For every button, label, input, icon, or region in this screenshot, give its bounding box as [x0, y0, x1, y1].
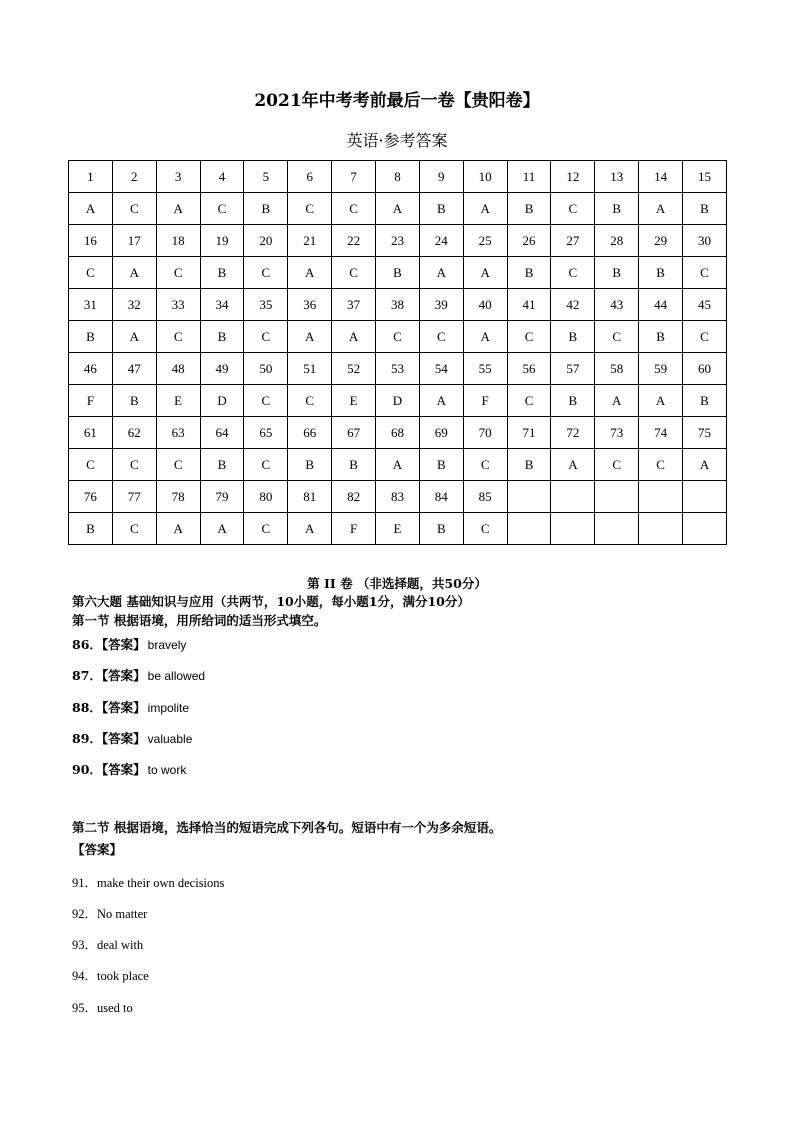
question-number-cell: 6: [288, 161, 332, 193]
question-number-cell: [683, 481, 727, 513]
answer-cell: A: [288, 321, 332, 353]
answer-row: [69, 513, 727, 545]
answer-number: 87．: [72, 668, 102, 683]
question-number-cell: 29: [639, 225, 683, 257]
question-number-row: [69, 353, 727, 385]
question-number-cell: 71: [507, 417, 551, 449]
phrase-answer: 94．took place: [72, 969, 149, 983]
section-two-heading: 第二节 根据语境，选择恰当的短语完成下列各句。短语中有一个为多余短语。: [72, 820, 502, 835]
question-number-cell: 70: [463, 417, 507, 449]
question-number-cell: 55: [463, 353, 507, 385]
question-number-cell: 11: [507, 161, 551, 193]
answer-cell: A: [376, 193, 420, 225]
question-number-cell: 58: [595, 353, 639, 385]
answer-cell: B: [595, 193, 639, 225]
answer-cell: A: [419, 385, 463, 417]
question-number-row: [69, 417, 727, 449]
answer-cell: C: [69, 257, 113, 289]
section-one-heading: 第一节 根据语境，用所给词的适当形式填空。: [72, 613, 327, 628]
answer-cell: B: [200, 321, 244, 353]
answer-cell: [639, 513, 683, 545]
answer-cell: C: [507, 321, 551, 353]
question-number-cell: 40: [463, 289, 507, 321]
answer-cell: B: [683, 193, 727, 225]
question-number-cell: 77: [112, 481, 156, 513]
answer-cell: A: [683, 449, 727, 481]
answer-cell: B: [376, 257, 420, 289]
answer-cell: B: [507, 257, 551, 289]
question-number-cell: 79: [200, 481, 244, 513]
answer-tag: 【答案】: [101, 700, 146, 715]
answer-cell: C: [200, 193, 244, 225]
question-number-cell: 44: [639, 289, 683, 321]
answer-cell: B: [507, 193, 551, 225]
answer-cell: A: [332, 321, 376, 353]
answer-row: [69, 321, 727, 353]
question-number-cell: 62: [112, 417, 156, 449]
answer-cell: B: [200, 449, 244, 481]
answer-cell: E: [376, 513, 420, 545]
answer-cell: E: [332, 385, 376, 417]
answer-cell: [507, 513, 551, 545]
answer-cell: C: [112, 193, 156, 225]
question-number-cell: 45: [683, 289, 727, 321]
answer-cell: C: [244, 385, 288, 417]
question-number-cell: 27: [551, 225, 595, 257]
answer-cell: B: [551, 321, 595, 353]
answer-cell: B: [288, 449, 332, 481]
question-number-cell: 2: [112, 161, 156, 193]
answer-cell: C: [244, 449, 288, 481]
answer-item: [72, 666, 205, 684]
question-number-cell: 64: [200, 417, 244, 449]
question-number-cell: 35: [244, 289, 288, 321]
answer-value: be allowed: [147, 669, 206, 683]
answer-item: [72, 760, 186, 778]
question-number-cell: 21: [288, 225, 332, 257]
answer-cell: A: [376, 449, 420, 481]
question-number-cell: 31: [69, 289, 113, 321]
question-number-cell: 81: [288, 481, 332, 513]
answer-cell: C: [595, 449, 639, 481]
question-number-cell: 52: [332, 353, 376, 385]
phrase-answer: 92．No matter: [72, 907, 148, 921]
answer-cell: D: [200, 385, 244, 417]
answer-cell: C: [112, 513, 156, 545]
question-number-cell: 16: [69, 225, 113, 257]
question-number-cell: 69: [419, 417, 463, 449]
phrase-answer: 93．deal with: [72, 938, 144, 952]
question-number-cell: 5: [244, 161, 288, 193]
question-number-cell: 41: [507, 289, 551, 321]
answer-cell: B: [200, 257, 244, 289]
answer-number: 88．: [72, 700, 102, 715]
answer-cell: B: [551, 385, 595, 417]
answer-cell: C: [332, 257, 376, 289]
answer-cell: A: [156, 513, 200, 545]
answer-cell: C: [507, 385, 551, 417]
answer-cell: B: [419, 449, 463, 481]
question-number-cell: 43: [595, 289, 639, 321]
question-number-cell: 48: [156, 353, 200, 385]
question-number-cell: 57: [551, 353, 595, 385]
answer-cell: C: [244, 321, 288, 353]
question-number-cell: [639, 481, 683, 513]
answer-cell: C: [463, 449, 507, 481]
question-number-cell: 10: [463, 161, 507, 193]
question-number-cell: 3: [156, 161, 200, 193]
question-number-cell: 60: [683, 353, 727, 385]
answer-cell: A: [200, 513, 244, 545]
question-number-cell: 36: [288, 289, 332, 321]
answer-cell: F: [69, 385, 113, 417]
answer-cell: A: [551, 449, 595, 481]
question-number-cell: 15: [683, 161, 727, 193]
question-number-cell: 53: [376, 353, 420, 385]
answer-number: 86．: [72, 637, 102, 652]
answer-cell: B: [595, 257, 639, 289]
question-number-cell: [595, 481, 639, 513]
question-number-cell: 4: [200, 161, 244, 193]
answer-item: [72, 635, 186, 653]
answer-cell: C: [419, 321, 463, 353]
question-number-cell: 42: [551, 289, 595, 321]
question-number-row: [69, 289, 727, 321]
answer-cell: F: [463, 385, 507, 417]
volume-two-heading: 第 II 卷 （非选择题，共50分）: [307, 576, 487, 591]
question-number-cell: 25: [463, 225, 507, 257]
answer-cell: A: [112, 321, 156, 353]
answer-cell: B: [683, 385, 727, 417]
page-subtitle: 英语·参考答案: [346, 131, 448, 150]
answer-cell: A: [419, 257, 463, 289]
question-number-cell: 63: [156, 417, 200, 449]
question-number-cell: 32: [112, 289, 156, 321]
question-number-cell: 46: [69, 353, 113, 385]
answer-cell: D: [376, 385, 420, 417]
answer-cell: C: [112, 449, 156, 481]
question-number-cell: 33: [156, 289, 200, 321]
question-number-cell: 68: [376, 417, 420, 449]
question-number-cell: 65: [244, 417, 288, 449]
answer-cell: A: [112, 257, 156, 289]
question-number-cell: 54: [419, 353, 463, 385]
answer-cell: B: [639, 257, 683, 289]
answer-row: [69, 385, 727, 417]
answer-cell: B: [112, 385, 156, 417]
question-number-cell: 24: [419, 225, 463, 257]
answer-cell: A: [463, 257, 507, 289]
answer-cell: C: [463, 513, 507, 545]
answer-cell: A: [288, 257, 332, 289]
question-number-cell: 19: [200, 225, 244, 257]
question-number-cell: 28: [595, 225, 639, 257]
answer-cell: B: [419, 193, 463, 225]
question-number-cell: 20: [244, 225, 288, 257]
answer-cell: B: [69, 321, 113, 353]
question-number-cell: 74: [639, 417, 683, 449]
answer-cell: C: [551, 193, 595, 225]
answer-cell: C: [156, 449, 200, 481]
answer-cell: B: [419, 513, 463, 545]
question-number-cell: 13: [595, 161, 639, 193]
answer-cell: C: [639, 449, 683, 481]
question-number-cell: 9: [419, 161, 463, 193]
page-title: 2021年中考考前最后一卷【贵阳卷】: [254, 91, 540, 111]
question-number-cell: 59: [639, 353, 683, 385]
answer-tag: 【答案】: [101, 731, 146, 746]
question-number-cell: 76: [69, 481, 113, 513]
question-number-row: [69, 161, 727, 193]
answer-cell: C: [595, 321, 639, 353]
answer-cell: A: [463, 321, 507, 353]
answer-cell: C: [244, 257, 288, 289]
answer-item: [72, 729, 192, 747]
question-number-cell: 72: [551, 417, 595, 449]
answer-value: impolite: [147, 701, 190, 715]
question-number-cell: 7: [332, 161, 376, 193]
question-number-cell: 14: [639, 161, 683, 193]
question-number-cell: 75: [683, 417, 727, 449]
question-number-cell: 78: [156, 481, 200, 513]
answer-item: [72, 698, 189, 716]
answer-tag: 【答案】: [101, 762, 146, 777]
question-number-cell: 18: [156, 225, 200, 257]
question-number-cell: [551, 481, 595, 513]
answer-cell: B: [332, 449, 376, 481]
answer-cell: B: [69, 513, 113, 545]
answer-number: 90．: [72, 762, 102, 777]
answer-cell: C: [288, 385, 332, 417]
question-number-cell: 82: [332, 481, 376, 513]
phrase-answer: 91．make their own decisions: [72, 876, 225, 890]
question-number-cell: 8: [376, 161, 420, 193]
answer-row: [69, 193, 727, 225]
question-number-cell: 47: [112, 353, 156, 385]
question-number-cell: 66: [288, 417, 332, 449]
answer-value: bravely: [147, 638, 187, 652]
answer-cell: C: [156, 321, 200, 353]
question-number-cell: 49: [200, 353, 244, 385]
answer-cell: C: [376, 321, 420, 353]
answer-cell: A: [639, 193, 683, 225]
question-number-cell: 80: [244, 481, 288, 513]
question-number-cell: 83: [376, 481, 420, 513]
question-number-cell: 73: [595, 417, 639, 449]
answer-row: [69, 257, 727, 289]
answer-cell: C: [683, 321, 727, 353]
question-number-cell: 56: [507, 353, 551, 385]
answer-cell: C: [156, 257, 200, 289]
question-number-row: [69, 225, 727, 257]
question-number-cell: 67: [332, 417, 376, 449]
answer-cell: A: [639, 385, 683, 417]
question-number-cell: 38: [376, 289, 420, 321]
answer-cell: C: [683, 257, 727, 289]
answer-cell: C: [551, 257, 595, 289]
question-number-cell: 30: [683, 225, 727, 257]
question-number-row: [69, 481, 727, 513]
question-number-cell: 51: [288, 353, 332, 385]
question-number-cell: 23: [376, 225, 420, 257]
answer-cell: A: [595, 385, 639, 417]
question-number-cell: 34: [200, 289, 244, 321]
answer-cell: B: [639, 321, 683, 353]
answer-value: to work: [147, 763, 187, 777]
answer-cell: C: [288, 193, 332, 225]
answer-cell: [683, 513, 727, 545]
answer-cell: B: [244, 193, 288, 225]
answer-cell: F: [332, 513, 376, 545]
answer-tag: 【答案】: [101, 668, 146, 683]
phrase-answer: 95．used to: [72, 1001, 133, 1015]
answer-cell: B: [507, 449, 551, 481]
answer-cell: E: [156, 385, 200, 417]
question-number-cell: 1: [69, 161, 113, 193]
answer-value: valuable: [147, 732, 193, 746]
answer-cell: A: [69, 193, 113, 225]
answer-tag: 【答案】: [101, 637, 146, 652]
answer-label: 【答案】: [72, 842, 123, 857]
answer-cell: A: [463, 193, 507, 225]
answer-cell: C: [332, 193, 376, 225]
question-number-cell: 22: [332, 225, 376, 257]
answer-cell: C: [244, 513, 288, 545]
question-number-cell: 50: [244, 353, 288, 385]
answer-cell: C: [69, 449, 113, 481]
answer-row: [69, 449, 727, 481]
answer-number: 89．: [72, 731, 102, 746]
answer-cell: [551, 513, 595, 545]
answer-cell: [595, 513, 639, 545]
question-number-cell: 17: [112, 225, 156, 257]
question-number-cell: 61: [69, 417, 113, 449]
answer-cell: A: [288, 513, 332, 545]
part-six-heading: 第六大题 基础知识与应用（共两节，10小题，每小题1分，满分10分）: [72, 594, 470, 609]
question-number-cell: 37: [332, 289, 376, 321]
answer-cell: A: [156, 193, 200, 225]
question-number-cell: 12: [551, 161, 595, 193]
question-number-cell: 85: [463, 481, 507, 513]
answer-table: [68, 160, 727, 545]
question-number-cell: 39: [419, 289, 463, 321]
question-number-cell: [507, 481, 551, 513]
question-number-cell: 26: [507, 225, 551, 257]
question-number-cell: 84: [419, 481, 463, 513]
